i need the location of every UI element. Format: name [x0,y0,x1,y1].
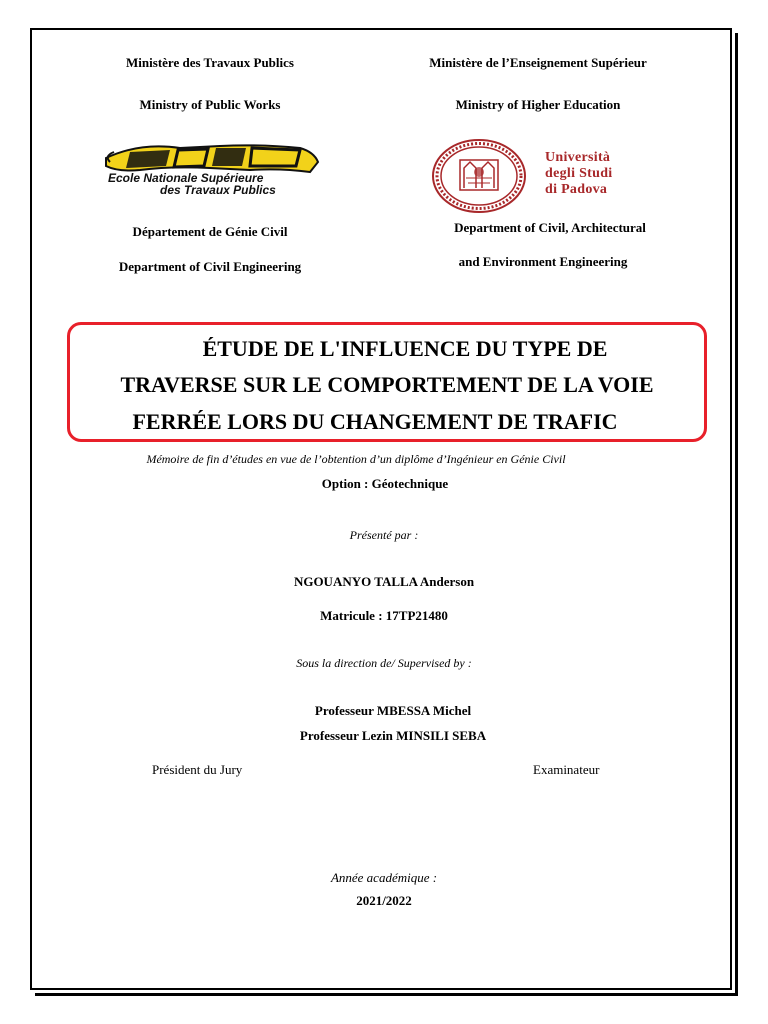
ministry-en-right: Ministry of Higher Education [455,97,621,112]
author-name: NGOUANYO TALLA Anderson [293,574,475,589]
ministry-fr-left: Ministère des Travaux Publics [126,55,294,70]
title-line-2: TRAVERSE SUR LE COMPORTEMENT DE LA VOIE [120,372,654,397]
padova-seal-icon [430,138,528,214]
padova-text-line: degli Studi [545,166,613,181]
ministry-fr-right: Ministère de l’Enseignement Supérieur [429,55,647,70]
department-fr-left: Département de Génie Civil [132,224,288,239]
padova-text-line: Università [545,150,611,165]
enstp-logo-text-1: Ecole Nationale Supérieure [108,171,264,185]
supervisor-1: Professeur MBESSA Michel [314,703,472,718]
ministry-en-left: Ministry of Public Works [139,97,281,112]
department-en-left: Department of Civil Engineering [118,259,302,274]
title-line-3: FERRÉE LORS DU CHANGEMENT DE TRAFIC [132,409,618,434]
jury-president: Président du Jury [152,762,243,777]
matricule: Matricule : 17TP21480 [320,608,448,623]
academic-year-label: Année académique : [330,870,438,885]
thesis-subtitle: Mémoire de fin d’études en vue de l’obtention d’un diplôme d’Ingénieur en Génie Civil [146,452,566,466]
department-right-line2: and Environment Engineering [458,254,628,269]
enstp-logo-icon [100,138,322,196]
padova-logo-text [545,150,613,198]
academic-year: 2021/2022 [356,893,412,908]
jury-examiner: Examinateur [533,762,600,777]
option-label: Option : Géotechnique [321,476,449,491]
padova-text-line: di Padova [545,182,608,197]
supervisor-2: Professeur Lezin MINSILI SEBA [299,728,487,743]
department-right-line1: Department of Civil, Architectural [454,220,646,235]
supervised-by-label: Sous la direction de/ Supervised by : [296,656,472,670]
enstp-logo-text-2: des Travaux Publics [160,183,276,196]
title-line-1: ÉTUDE DE L'INFLUENCE DU TYPE DE [202,336,608,361]
presented-by-label: Présenté par : [349,528,419,542]
